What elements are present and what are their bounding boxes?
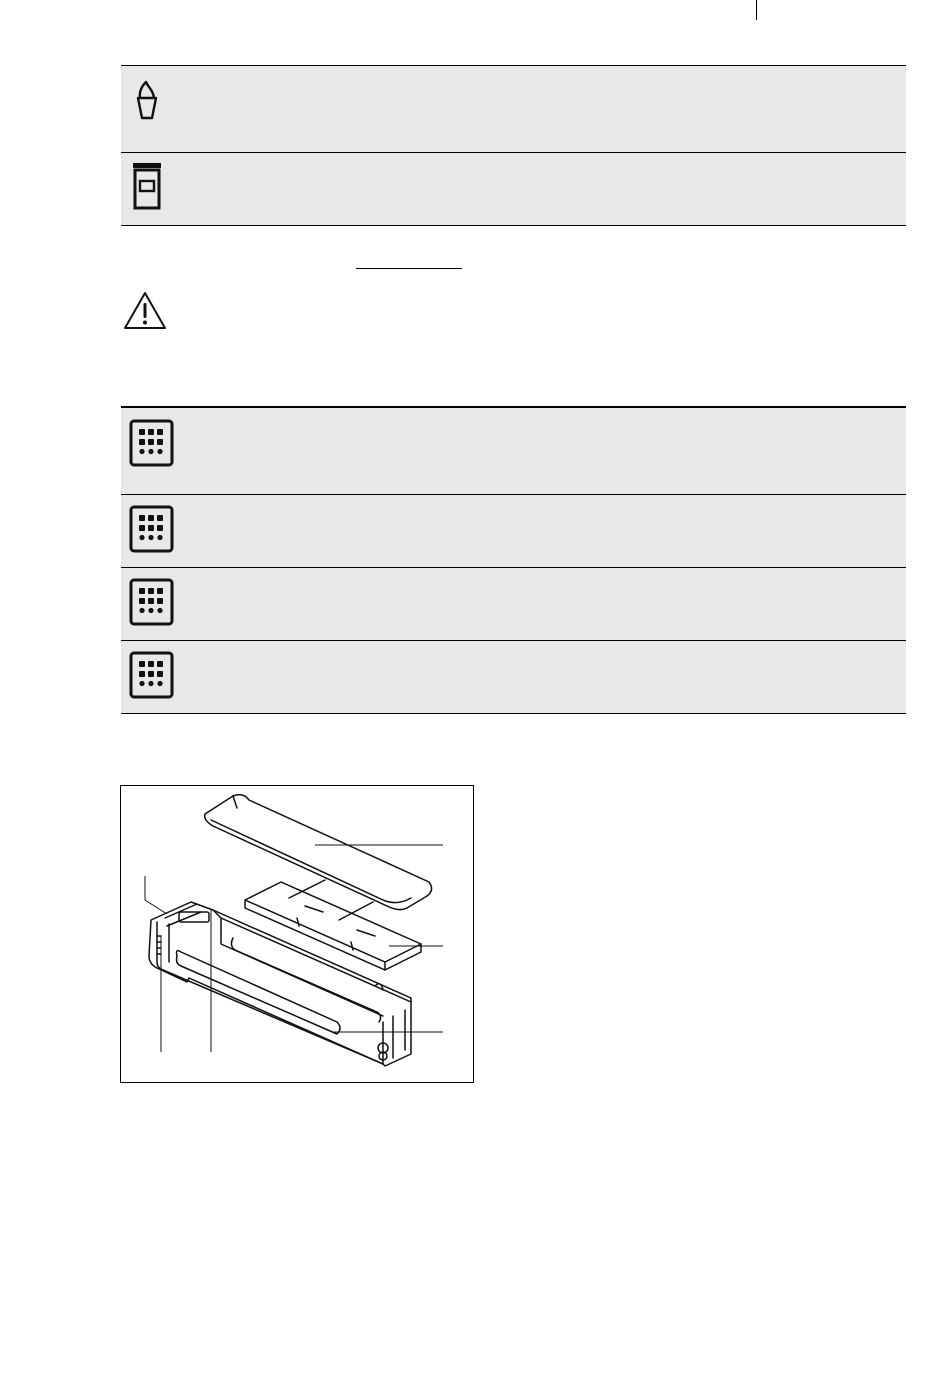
table-row xyxy=(121,66,906,153)
table-row xyxy=(121,495,906,568)
table-row xyxy=(121,641,906,714)
keypad-icon xyxy=(127,577,175,632)
dispenser-drawing xyxy=(121,786,473,1082)
keypad-icon xyxy=(127,650,175,705)
link-underline[interactable] xyxy=(356,268,462,269)
table-row xyxy=(121,408,906,495)
keypad-icon xyxy=(127,418,175,473)
table-row xyxy=(121,153,906,226)
warning-triangle-icon xyxy=(122,290,168,337)
lid xyxy=(205,795,432,910)
symbols-table xyxy=(121,65,906,226)
container-icon xyxy=(127,161,167,218)
cup-icon xyxy=(127,78,167,129)
header-rule xyxy=(756,0,757,20)
compartment-tray xyxy=(245,882,421,962)
programme-table xyxy=(121,406,906,714)
keypad-icon xyxy=(127,504,175,559)
table-row xyxy=(121,568,906,641)
dispenser-figure xyxy=(120,785,474,1083)
callout-lines xyxy=(145,845,443,1052)
